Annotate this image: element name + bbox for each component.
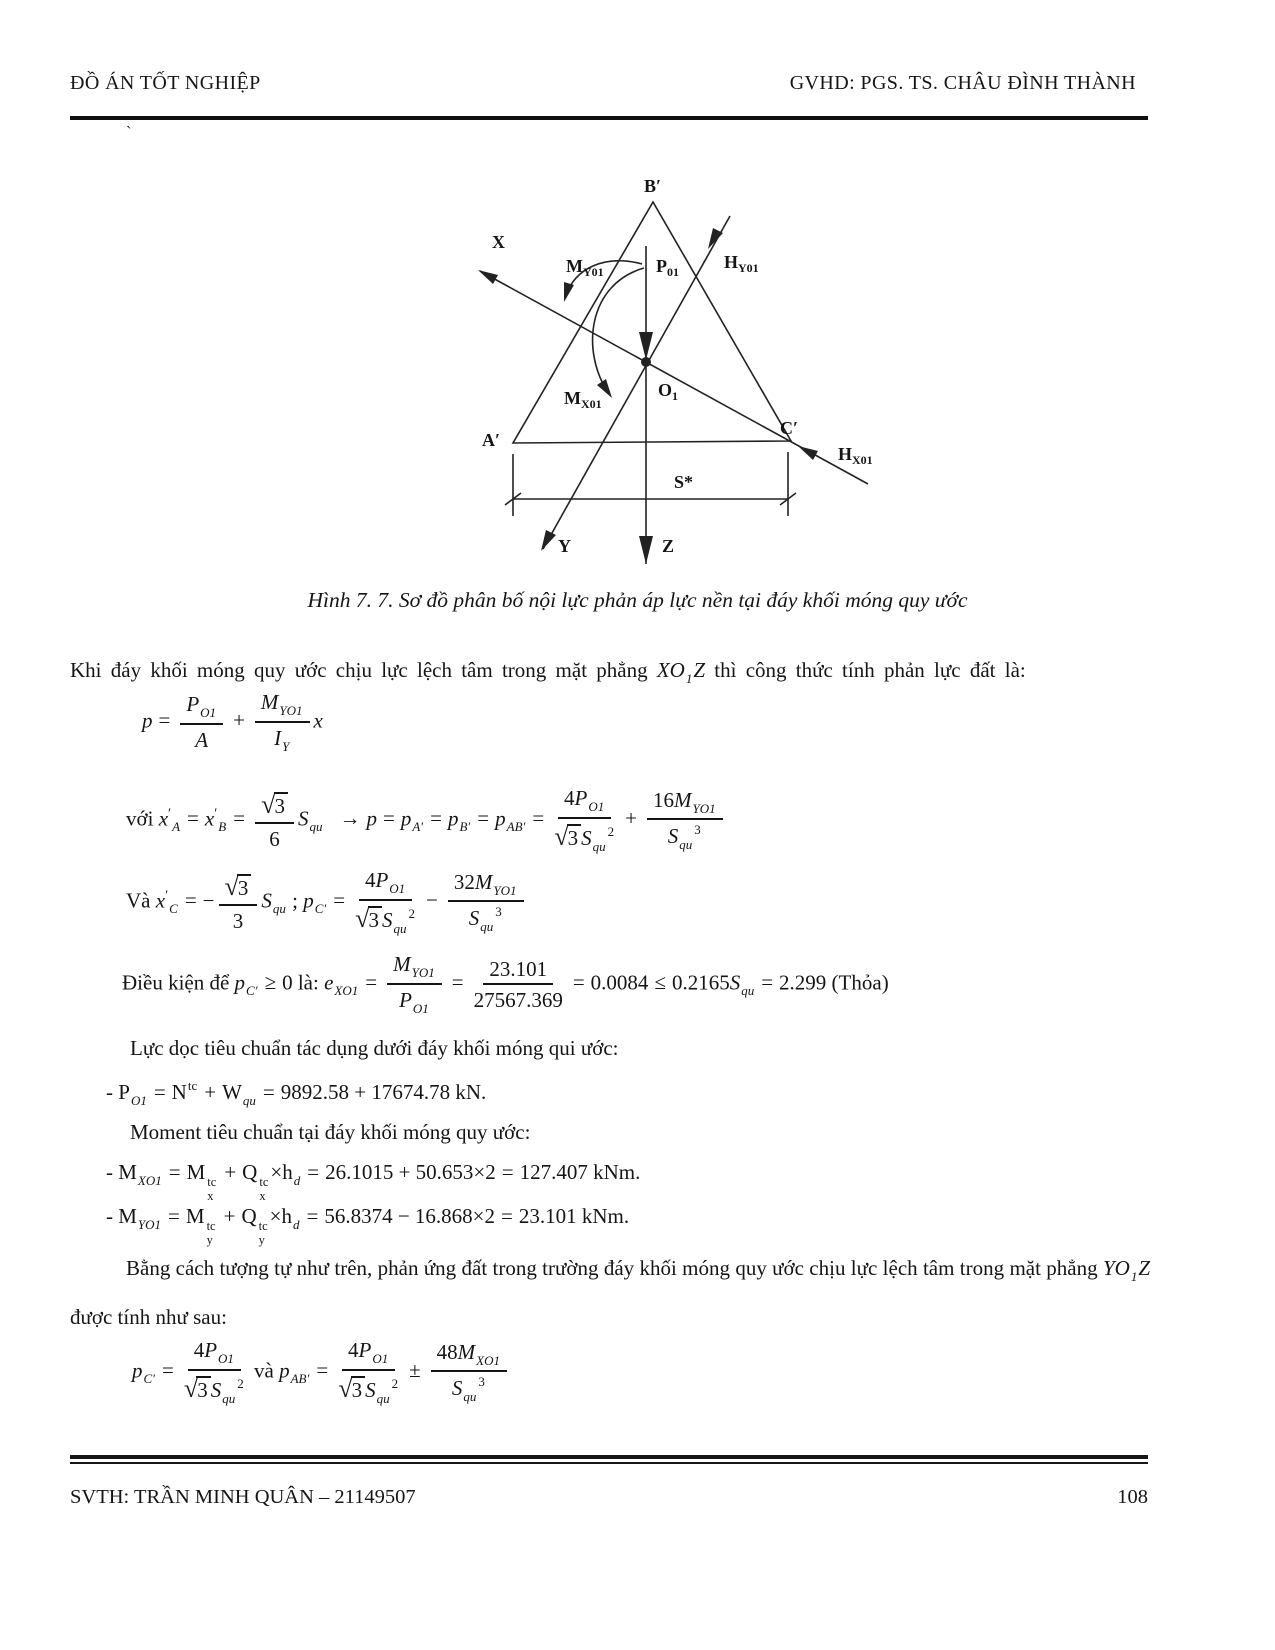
- figure-caption: Hình 7. 7. Sơ đồ phân bố nội lực phản áp lực nền tại đáy khối móng quy ước: [307, 588, 968, 612]
- label-m-x01: $M_{X01}$: [564, 388, 602, 411]
- label-b-prime: B′: [644, 176, 662, 196]
- figure-lines: [480, 202, 868, 564]
- z-arrowhead: [639, 536, 653, 564]
- x-arrowhead: [478, 270, 498, 284]
- triangle-outline: [513, 202, 791, 443]
- label-x-axis: X: [492, 232, 505, 252]
- formula-edge-c: Và $x'_C$ = − $\frac{√3}{3}$ $S_{qu}$ ; $p_{C'}$ = $\frac{4P_{O1}}{√3 S_{qu}^2}$ − $\frac{32M_{YO1}}{S_{qu}^3}$: [126, 868, 528, 937]
- moment-y-arrowhead: [564, 282, 574, 302]
- header-title: ĐỒ ÁN TỐT NGHIỆP: [70, 72, 261, 94]
- paragraph-similar: Bằng cách tượng tự như trên, phản ứng đất trong trường đáy khối móng quy ước chịu lực lệch tâm trong mặt phẳng $YO_1Z$ được tính như sau:: [70, 1256, 1150, 1329]
- paragraph-intro: Khi đáy khối móng quy ước chịu lực lệch tâm trong mặt phẳng $XO_1Z$ thì công thức tính phản lực đất là:: [70, 658, 1026, 686]
- label-m-y01: $M_{Y01}$: [566, 256, 604, 279]
- label-z-axis: Z: [662, 536, 675, 556]
- figure-arrowheads: [478, 228, 818, 564]
- label-y-axis: Y: [558, 536, 571, 556]
- stray-mark: `: [126, 124, 132, 141]
- figure-diagram: [398, 146, 878, 576]
- line-moment-heading: Moment tiêu chuẩn tại đáy khối móng quy ước:: [130, 1120, 531, 1144]
- footer-author: SVTH: TRẦN MINH QUÂN – 21149507: [70, 1486, 416, 1508]
- formula-moment-x: - $M_{XO1} = M$ tc x + Q tc x $\times h_d = 26.1015 + 50.653\times 2 = 127.407$ kNm.: [106, 1160, 641, 1203]
- page-number: 108: [1117, 1486, 1148, 1508]
- formula-axial-load: - $P_{O1} = N^{tc} + W_{qu} = 9892.58 + 17674.78$ kN.: [106, 1078, 487, 1108]
- page-footer: [70, 1486, 1148, 1509]
- moment-x-arc: [593, 268, 644, 394]
- label-h-y01: $H_{Y01}$: [724, 252, 759, 275]
- formula-pressure-general: p = $\frac{P_{O1}}{A}$ + $\frac{M_{YO1}}{I_Y}$ x: [142, 690, 323, 754]
- label-o-1: $O_1$: [658, 380, 679, 403]
- label-p-01: $P_{01}$: [656, 256, 679, 279]
- label-a-prime: A′: [482, 430, 501, 450]
- label-h-x01: $H_{X01}$: [838, 444, 873, 467]
- page-header: [70, 72, 1136, 95]
- header-advisor: GVHD: PGS. TS. CHÂU ĐÌNH THÀNH: [789, 72, 1136, 94]
- header-rule: [70, 116, 1148, 120]
- origin-dot: [641, 357, 651, 367]
- formula-eccentricity-check: Điều kiện để $p_{C'} \ge 0$ là: $e_{XO1}$ = $\frac{M_{YO1}}{P_{O1}}$ = $\frac{23.101}{27567.369}$ = $0.0084 \le 0.2165S_{qu} = 2.299$ (Thỏa): [122, 952, 889, 1016]
- y-arrowhead: [541, 530, 556, 551]
- line-axial-heading: Lực dọc tiêu chuẩn tác dụng dưới đáy khối móng qui ước:: [130, 1036, 619, 1060]
- footer-rule: [70, 1455, 1148, 1464]
- formula-plane-yz: $p_{C'}$ = $\frac{4P_{O1}}{√3 S_{qu}^2}$ và $p_{AB'}$ = $\frac{4P_{O1}}{√3 S_{qu}^2}$ ± $\frac{48M_{XO1}}{S_{qu}^3}$: [132, 1338, 511, 1407]
- formula-edge-ab: với $x'_A = x'_B$ = $\frac{√3}{6}$ $S_{qu} \to p = p_{A'} = p_{B'} = p_{AB'}$ = $\frac{4P_{O1}}{√3 S_{qu}^2}$ + $\frac{16M_{YO1}}{S_{qu}^3}$: [126, 786, 727, 855]
- formula-moment-y: - $M_{YO1} = M$ tc y + Q tc y $\times h_d = 56.8374 - 16.868\times 2 = 23.101$ kNm.: [106, 1204, 630, 1247]
- hx01-arrowhead: [798, 446, 818, 460]
- label-c-prime: C′: [780, 418, 799, 438]
- moment-x-arrowhead: [597, 379, 612, 398]
- label-s-star: S*: [674, 472, 694, 492]
